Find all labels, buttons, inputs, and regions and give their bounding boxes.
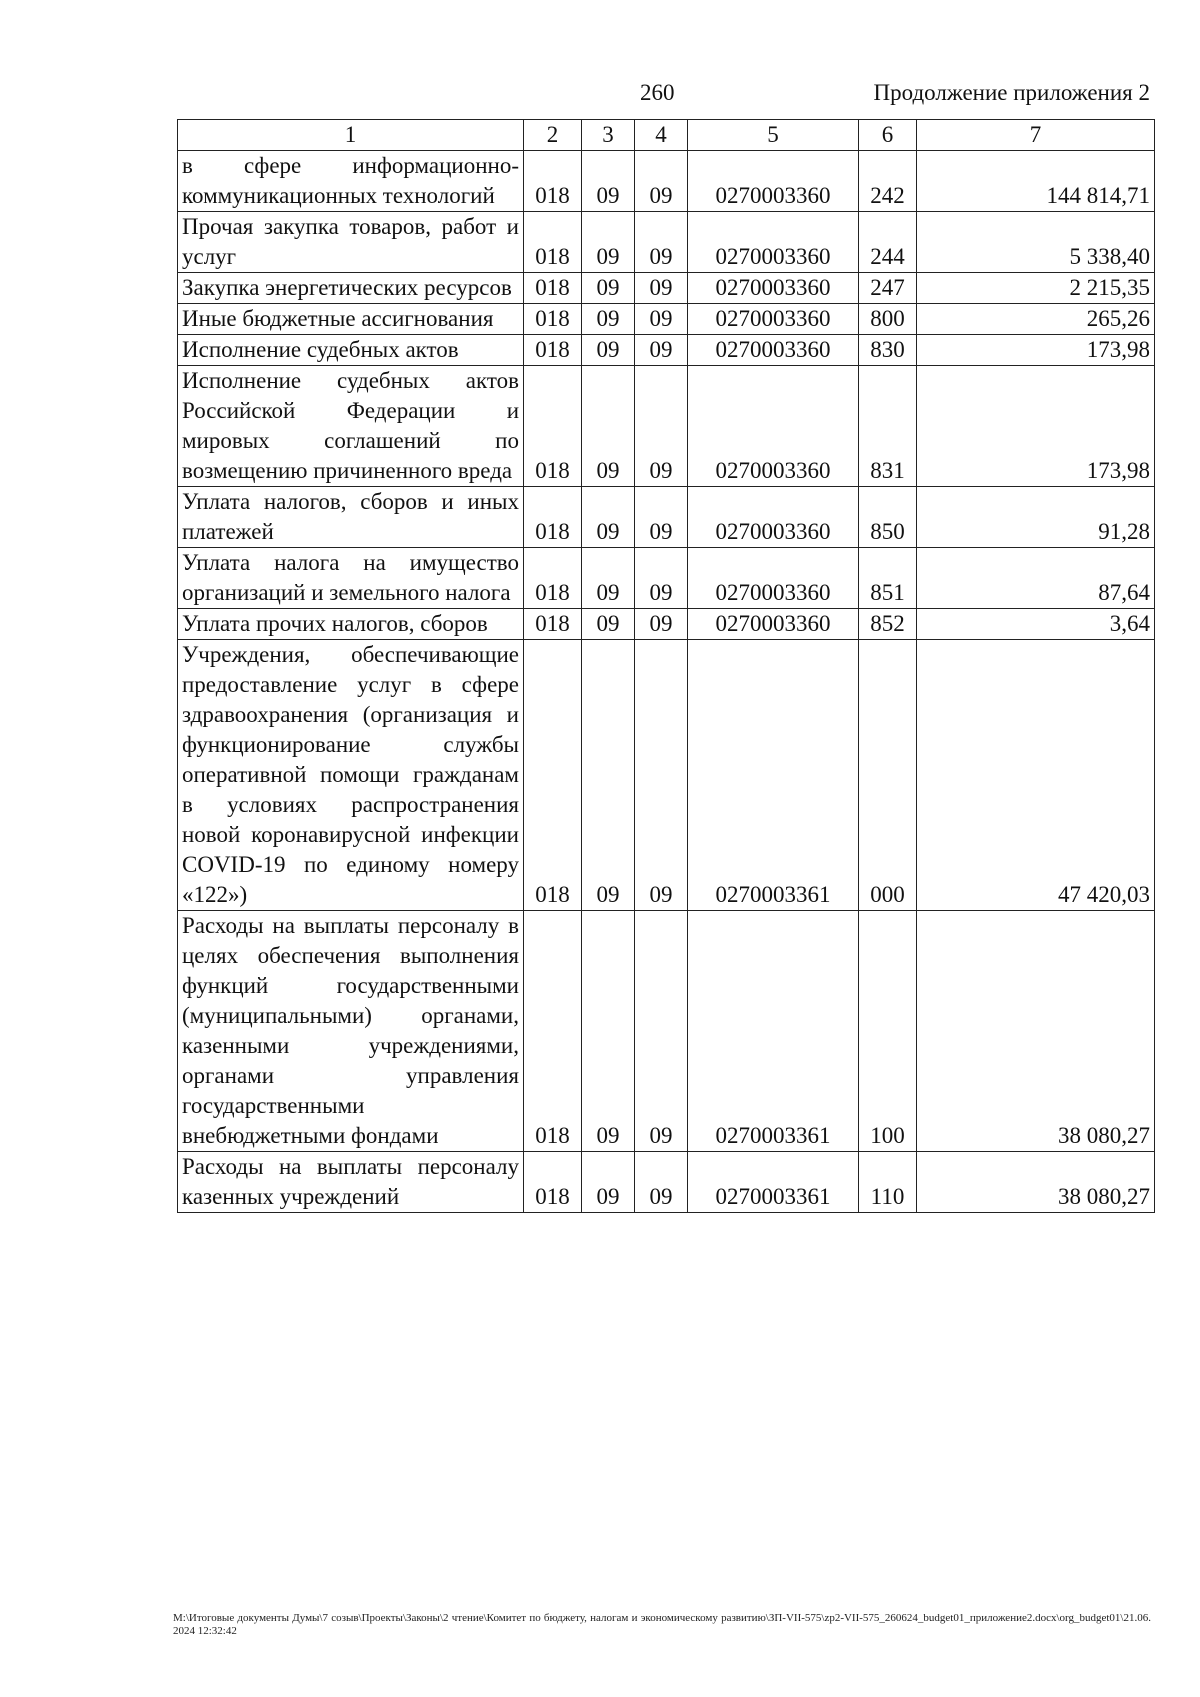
row-name: Расходы на выплаты персоналу в целях обеспечения выполнения функций государственными (муниципальными) органами, казенными учреждениями, органами управления государственными внебюджетными фондами bbox=[178, 911, 524, 1152]
table-header bbox=[178, 120, 1155, 151]
table-row bbox=[178, 151, 1155, 212]
table-row bbox=[178, 640, 1155, 911]
row-name: Прочая закупка товаров, работ и услуг bbox=[178, 212, 524, 273]
header-row bbox=[178, 120, 1155, 151]
budget-table bbox=[177, 119, 1155, 1213]
row-amount: 38 080,27 bbox=[917, 1152, 1155, 1213]
row-code-6: 247 bbox=[859, 273, 917, 304]
row-name: Уплата прочих налогов, сборов bbox=[178, 609, 524, 640]
row-code-5: 0270003360 bbox=[688, 548, 859, 609]
row-amount: 5 338,40 bbox=[917, 212, 1155, 273]
row-code-5: 0270003360 bbox=[688, 335, 859, 366]
row-code-2: 018 bbox=[524, 548, 582, 609]
row-amount: 173,98 bbox=[917, 335, 1155, 366]
row-code-3: 09 bbox=[582, 212, 635, 273]
row-code-3: 09 bbox=[582, 304, 635, 335]
row-name: Уплата налога на имущество организаций и земельного налога bbox=[178, 548, 524, 609]
row-code-6: 000 bbox=[859, 640, 917, 911]
row-code-3: 09 bbox=[582, 273, 635, 304]
row-amount: 173,98 bbox=[917, 366, 1155, 487]
row-code-5: 0270003361 bbox=[688, 640, 859, 911]
row-code-6: 100 bbox=[859, 911, 917, 1152]
table-row bbox=[178, 304, 1155, 335]
row-code-6: 242 bbox=[859, 151, 917, 212]
row-code-5: 0270003361 bbox=[688, 1152, 859, 1213]
row-code-3: 09 bbox=[582, 151, 635, 212]
row-code-2: 018 bbox=[524, 366, 582, 487]
page-number: 260 bbox=[640, 80, 675, 105]
row-code-6: 852 bbox=[859, 609, 917, 640]
row-code-6: 831 bbox=[859, 366, 917, 487]
row-code-2: 018 bbox=[524, 487, 582, 548]
row-amount: 2 215,35 bbox=[917, 273, 1155, 304]
table-row bbox=[178, 1152, 1155, 1213]
row-code-6: 830 bbox=[859, 335, 917, 366]
row-code-2: 018 bbox=[524, 911, 582, 1152]
row-amount: 47 420,03 bbox=[917, 640, 1155, 911]
row-code-2: 018 bbox=[524, 1152, 582, 1213]
table-row bbox=[178, 911, 1155, 1152]
row-code-3: 09 bbox=[582, 487, 635, 548]
row-code-2: 018 bbox=[524, 640, 582, 911]
row-amount: 3,64 bbox=[917, 609, 1155, 640]
column-header: 6 bbox=[859, 120, 917, 151]
row-code-6: 800 bbox=[859, 304, 917, 335]
row-code-4: 09 bbox=[635, 304, 688, 335]
row-code-5: 0270003360 bbox=[688, 151, 859, 212]
row-code-2: 018 bbox=[524, 304, 582, 335]
row-code-2: 018 bbox=[524, 151, 582, 212]
row-amount: 87,64 bbox=[917, 548, 1155, 609]
row-amount: 265,26 bbox=[917, 304, 1155, 335]
row-code-6: 851 bbox=[859, 548, 917, 609]
table-body bbox=[178, 151, 1155, 1213]
row-name: Учреждения, обеспечивающие предоставление услуг в сфере здравоохранения (организация и функционирование службы оперативной помощи гражданам в условиях распространения новой коронавирусной инфекции COVID-19 по единому номеру «122») bbox=[178, 640, 524, 911]
column-header: 5 bbox=[688, 120, 859, 151]
table-row bbox=[178, 366, 1155, 487]
row-code-5: 0270003360 bbox=[688, 366, 859, 487]
row-name: Закупка энергетических ресурсов bbox=[178, 273, 524, 304]
row-code-3: 09 bbox=[582, 609, 635, 640]
row-code-5: 0270003360 bbox=[688, 487, 859, 548]
column-header: 7 bbox=[917, 120, 1155, 151]
row-name: Расходы на выплаты персоналу казенных учреждений bbox=[178, 1152, 524, 1213]
row-amount: 144 814,71 bbox=[917, 151, 1155, 212]
row-code-6: 850 bbox=[859, 487, 917, 548]
row-code-3: 09 bbox=[582, 1152, 635, 1213]
row-code-3: 09 bbox=[582, 911, 635, 1152]
row-code-4: 09 bbox=[635, 212, 688, 273]
row-code-2: 018 bbox=[524, 335, 582, 366]
row-code-5: 0270003360 bbox=[688, 273, 859, 304]
column-header: 4 bbox=[635, 120, 688, 151]
footer-file-path: M:\Итоговые документы Думы\7 созыв\Проекты\Законы\2 чтение\Комитет по бюджету, налогам и экономическому развитию\ЗП-VII-575\zp2-VII-575_260624_budget01_приложение2.docx\org_budget01\21.06.2024 12:32:42 bbox=[173, 1612, 1151, 1637]
row-name: Исполнение судебных актов bbox=[178, 335, 524, 366]
row-code-5: 0270003361 bbox=[688, 911, 859, 1152]
row-code-4: 09 bbox=[635, 151, 688, 212]
row-code-3: 09 bbox=[582, 366, 635, 487]
column-header: 3 bbox=[582, 120, 635, 151]
row-code-4: 09 bbox=[635, 640, 688, 911]
row-code-4: 09 bbox=[635, 487, 688, 548]
row-code-4: 09 bbox=[635, 366, 688, 487]
column-header: 1 bbox=[178, 120, 524, 151]
row-code-4: 09 bbox=[635, 911, 688, 1152]
table-row bbox=[178, 609, 1155, 640]
row-name: Уплата налогов, сборов и иных платежей bbox=[178, 487, 524, 548]
table-row bbox=[178, 212, 1155, 273]
row-code-6: 244 bbox=[859, 212, 917, 273]
row-code-3: 09 bbox=[582, 335, 635, 366]
row-name: в сфере информационно-коммуникационных технологий bbox=[178, 151, 524, 212]
row-code-2: 018 bbox=[524, 212, 582, 273]
row-code-4: 09 bbox=[635, 548, 688, 609]
table-row bbox=[178, 487, 1155, 548]
table-row bbox=[178, 273, 1155, 304]
row-code-5: 0270003360 bbox=[688, 304, 859, 335]
row-name: Исполнение судебных актов Российской Федерации и мировых соглашений по возмещению причиненного вреда bbox=[178, 366, 524, 487]
row-code-2: 018 bbox=[524, 273, 582, 304]
column-header: 2 bbox=[524, 120, 582, 151]
row-code-4: 09 bbox=[635, 335, 688, 366]
row-code-3: 09 bbox=[582, 640, 635, 911]
row-code-2: 018 bbox=[524, 609, 582, 640]
row-code-4: 09 bbox=[635, 273, 688, 304]
row-code-3: 09 bbox=[582, 548, 635, 609]
row-code-4: 09 bbox=[635, 1152, 688, 1213]
row-amount: 91,28 bbox=[917, 487, 1155, 548]
row-amount: 38 080,27 bbox=[917, 911, 1155, 1152]
row-name: Иные бюджетные ассигнования bbox=[178, 304, 524, 335]
table-row bbox=[178, 548, 1155, 609]
row-code-6: 110 bbox=[859, 1152, 917, 1213]
row-code-5: 0270003360 bbox=[688, 609, 859, 640]
continuation-heading: Продолжение приложения 2 bbox=[873, 80, 1150, 105]
table-row bbox=[178, 335, 1155, 366]
row-code-4: 09 bbox=[635, 609, 688, 640]
row-code-5: 0270003360 bbox=[688, 212, 859, 273]
